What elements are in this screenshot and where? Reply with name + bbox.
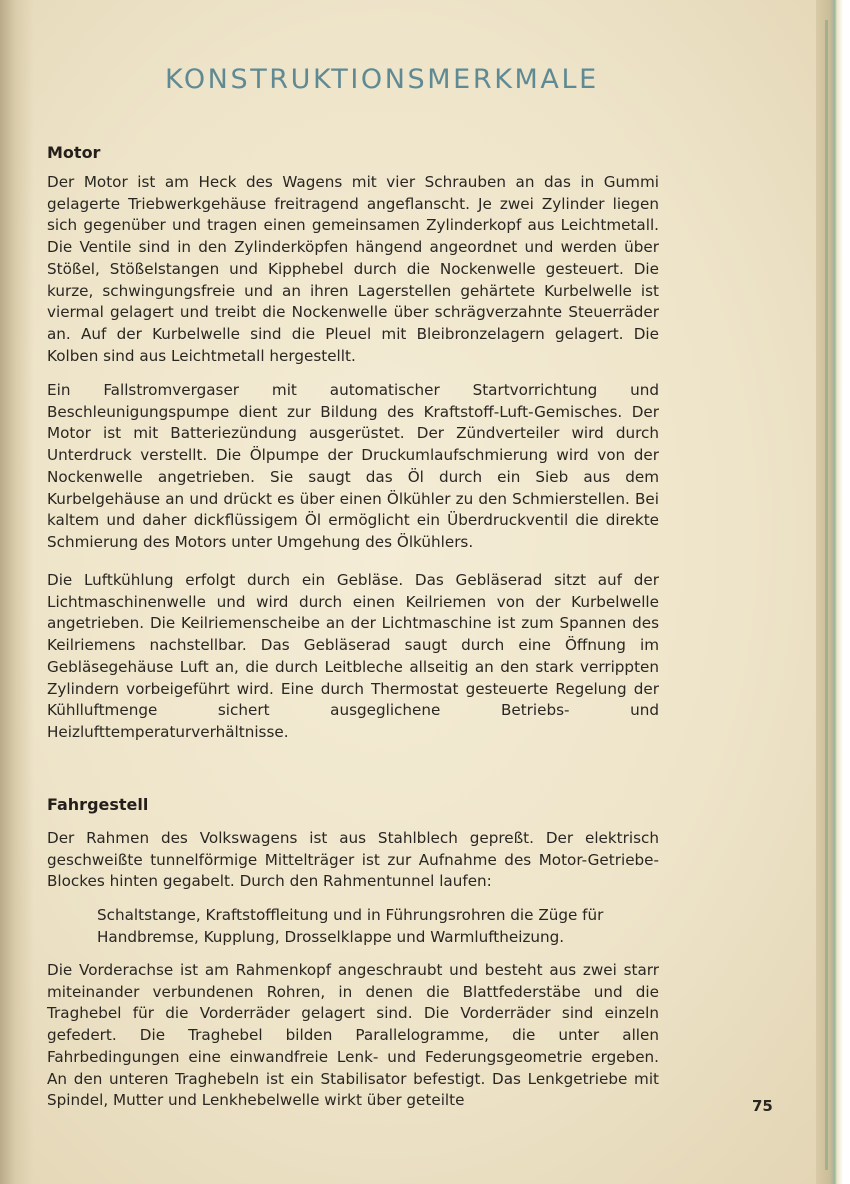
fahrgestell-intro: Der Rahmen des Volkswagens ist aus Stahlblech gepreßt. Der elektrisch geschweißte tunnelförmige Mittelträger ist zur Aufnahme des Motor-Getriebe-Blockes hinten gegabelt. Durch den Rahmentunnel laufen:: [47, 829, 659, 891]
page-edge-strip: [825, 20, 828, 1170]
page-edge: [816, 0, 850, 1184]
fahrgestell-tunnel-list: Schaltstange, Kraftstoffleitung und in Führungsrohren die Züge für Handbremse, Kupplung, Drosselklappe und Warmluftheizung.: [97, 906, 604, 946]
fahrgestell-continuation: Die Vorderachse ist am Rahmenkopf angeschraubt und besteht aus zwei starr miteinander verbundenen Rohren, in denen die Blattfederstäbe und die Traghebel für die Vorderräder gelagert sind. Die Vorderräder sind einzeln gefedert. Die Traghebel bilden Parallelogramme, die unter allen Fahrbedingungen eine einwandfreie Lenk- und Federungsgeometrie ergeben. An den unteren Traghebeln ist ein Stabilisator befestigt. Das Lenkgetriebe mit Spindel, Mutter und Lenkhebelwelle wirkt über geteilte: [47, 961, 659, 1110]
page-number: 75: [752, 1097, 773, 1115]
section-heading-fahrgestell: Fahrgestell: [47, 795, 149, 814]
motor-paragraph-3: Die Luftkühlung erfolgt durch ein Gebläse. Das Gebläserad sitzt auf der Lichtmaschinenwelle und wird durch einen Keilriemen von der Kurbelwelle angetrieben. Die Keilriemenscheibe an der Lichtmaschine ist zum Spannen des Keilriemens nachstellbar. Das Gebläserad saugt durch eine Öffnung im Gebläsegehäuse Luft an, die durch Leitbleche allseitig an den stark verrippten Zylindern vorbeigeführt wird. Eine durch Thermostat gesteuerte Regelung der Kühlluftmenge sichert ausgeglichene Betriebs- und Heizlufttemperaturverhältnisse.: [47, 571, 659, 741]
binding-shadow: [0, 0, 34, 1184]
motor-paragraph-1: Der Motor ist am Heck des Wagens mit vier Schrauben an das in Gummi gelagerte Triebwerkgehäuse freitragend angeflanscht. Je zwei Zylinder liegen sich gegenüber und tragen einen gemeinsamen Zylinderkopf aus Leichtmetall. Die Ventile sind in den Zylinderköpfen hängend angeordnet und werden über Stößel, Stößelstangen und Kipphebel durch die Nockenwelle gesteuert. Die kurze, schwingungsfreie und an ihren Lagerstellen gehärtete Kurbelwelle ist viermal gelagert und treibt die Nockenwelle über schrägverzahnte Steuerräder an. Auf der Kurbelwelle sind die Pleuel mit Bleibronzelagern gelagert. Die Kolben sind aus Leichtmetall hergestellt.: [47, 173, 659, 365]
motor-paragraph-2: Ein Fallstromvergaser mit automatischer Startvorrichtung und Beschleunigungspumpe dient zur Bildung des Kraftstoff-Luft-Gemisches. Der Motor ist mit Batteriezündung ausgerüstet. Der Zündverteiler wird durch Unterdruck verstellt. Die Ölpumpe der Druckumlaufschmierung wird von der Nockenwelle angetrieben. Sie saugt das Öl durch ein Sieb aus dem Kurbelgehäuse an und drückt es über einen Ölkühler zu den Schmierstellen. Bei kaltem und daher dickflüssigem Öl ermöglicht ein Überdruckventil die direkte Schmierung des Motors unter Umgehung des Ölkühlers.: [47, 381, 659, 551]
page-title: KONSTRUKTIONSMERKMALE: [165, 64, 599, 95]
section-heading-motor: Motor: [47, 143, 101, 162]
